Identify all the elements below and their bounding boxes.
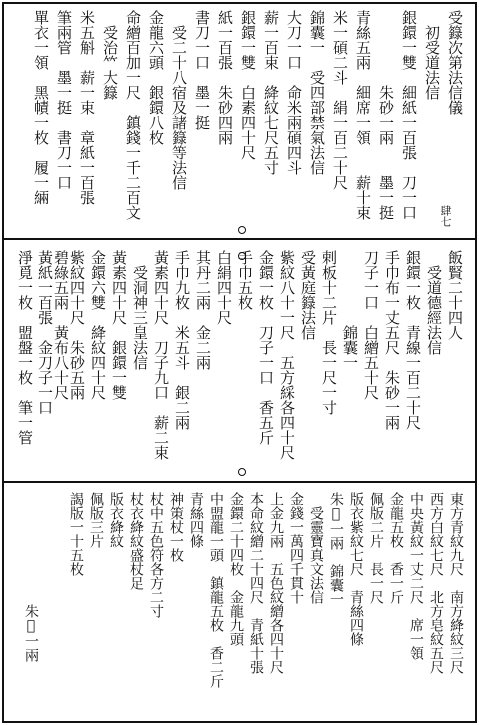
text-column: 金鐶二十四枚 金龍九頭 (228, 492, 244, 646)
section-marker-circle (238, 226, 246, 234)
text-column: 朱𩲸一兩 (23, 492, 39, 662)
text-column: 命繒百加一尺 鎮錢一千二百文 (124, 10, 142, 220)
text-column: 金錢一萬四千貫十 (288, 492, 304, 604)
text-column: 紫紋四十尺 朱砂五兩 (68, 250, 86, 400)
section-divider-bottom (2, 481, 477, 483)
text-column: 受道德經法信 (425, 250, 443, 355)
text-column: 版衣絳紋 (108, 492, 124, 548)
text-column: 金龍五枚 香一斤 (388, 492, 404, 604)
text-column: 受二十八宿及諸籙等法信 (170, 10, 188, 190)
text-column: 中央黃紋一丈二尺 席一領 (408, 492, 424, 660)
text-column: 米五斛 薪一束 章紙一百張 (78, 10, 96, 205)
text-column: 金鐶六雙 絳紋四十尺 (89, 250, 107, 400)
folio-number: 肆七 (439, 205, 452, 227)
text-column: 手巾布一丈五尺 朱砂一兩 (383, 250, 401, 430)
section-divider-top (2, 238, 477, 240)
text-column: 西方白紋七尺 北方皂紋五尺 (428, 492, 444, 674)
text-column: 中盟龍一頭 鎮龍五枚 香二斤 (208, 492, 224, 688)
text-column: 剌板十二片 長一尺一寸 (320, 250, 338, 415)
text-column: 刀子一口 白繒五十尺 (362, 250, 380, 400)
text-column: 青絲四條 (188, 492, 204, 548)
section-marker-circle (238, 468, 246, 476)
text-column: 受治𥫗大籙 (101, 10, 119, 100)
text-column: 錦囊一 (341, 250, 359, 370)
text-column: 銀鐶一枚 青線一百二十尺 (404, 250, 422, 430)
text-column: 碧綠五兩 黃布八十尺 (52, 250, 70, 400)
text-column: 手巾九枚 米五斗 銀二兩 (173, 250, 191, 430)
text-column: 銀鐶一雙 細紙一百張 刀一口 (400, 10, 418, 220)
text-column: 受籙次第法信儀 (446, 10, 464, 115)
text-column: 筆兩管 墨一挺 書刀一口 (55, 10, 73, 190)
text-column: 薪一百束 絳紋七尺五寸 (262, 10, 280, 175)
text-column: 大刀一口 命米兩碩四斗 (285, 10, 303, 175)
text-column: 紙一百張 朱砂四兩 (216, 10, 234, 145)
text-column: 朱砂一兩 墨一挺 (377, 10, 395, 220)
text-column: 本命紋繒二十四尺 青紙十張 (248, 492, 264, 674)
text-column: 金龍六頭 銀鐶八枚 (147, 10, 165, 145)
text-column: 銀鐶一雙 白素四十尺 (239, 10, 257, 160)
text-column: 初受道法信 (423, 10, 441, 100)
text-column: 淨覓一枚 盟盤一枚 筆一管 (16, 250, 34, 445)
text-column: 飯賢二十四人 (446, 250, 464, 340)
text-column: 神策杖一枚 (168, 492, 184, 562)
text-column: 杖中五色符各方二寸 (148, 492, 164, 618)
text-column: 白絹四十尺 (215, 250, 233, 325)
text-column: 紫紋八十一尺 五方綵各四十尺 (278, 250, 296, 460)
text-column: 金鐶一枚 刀子一口 香五斤 (257, 250, 275, 445)
text-column: 佩版三片 (88, 492, 104, 548)
text-column: 謁版一十五枚 (68, 492, 84, 576)
text-column: 黃素四十尺 刀子九口 薪二束 (152, 250, 170, 460)
text-column: 單衣一領 黑幘一枚 履一緉 (32, 10, 50, 205)
text-column: 東方青紋九尺 南方絳紋三尺 (448, 492, 464, 674)
text-column: 黃紙一百張 金刀子一口 (36, 250, 54, 415)
text-column: 手巾五枚 (236, 250, 254, 310)
text-column: 朱𩲸一兩 錦囊一 (328, 492, 344, 606)
text-column: 受靈寶真文法信 (308, 492, 324, 604)
text-column: 米一碩二斗 絹一百二十尺 (331, 10, 349, 190)
text-column: 受黃庭籙法信 (299, 250, 317, 340)
text-column: 其丹二兩 金二兩 (194, 250, 212, 370)
text-column: 錦囊一 受四部禁氣法信 (308, 10, 326, 175)
text-column: 佩版二片 長一尺 (368, 492, 384, 604)
text-column: 黃素四十尺 銀鐶一雙 (110, 250, 128, 400)
text-column: 青絲五兩 細席一領 薪十束 (354, 10, 372, 220)
text-column: 上金九兩 五色紋繒各四十尺 (268, 492, 284, 674)
text-column: 受洞神三皇法信 (131, 250, 149, 370)
text-column: 杖衣絳紋盛杖足 (128, 492, 144, 590)
section-marker-circle (238, 252, 246, 260)
text-column: 書刀一口 墨一挺 (193, 10, 211, 130)
text-column: 版衣紫紋七尺 青絲四條 (348, 492, 364, 646)
